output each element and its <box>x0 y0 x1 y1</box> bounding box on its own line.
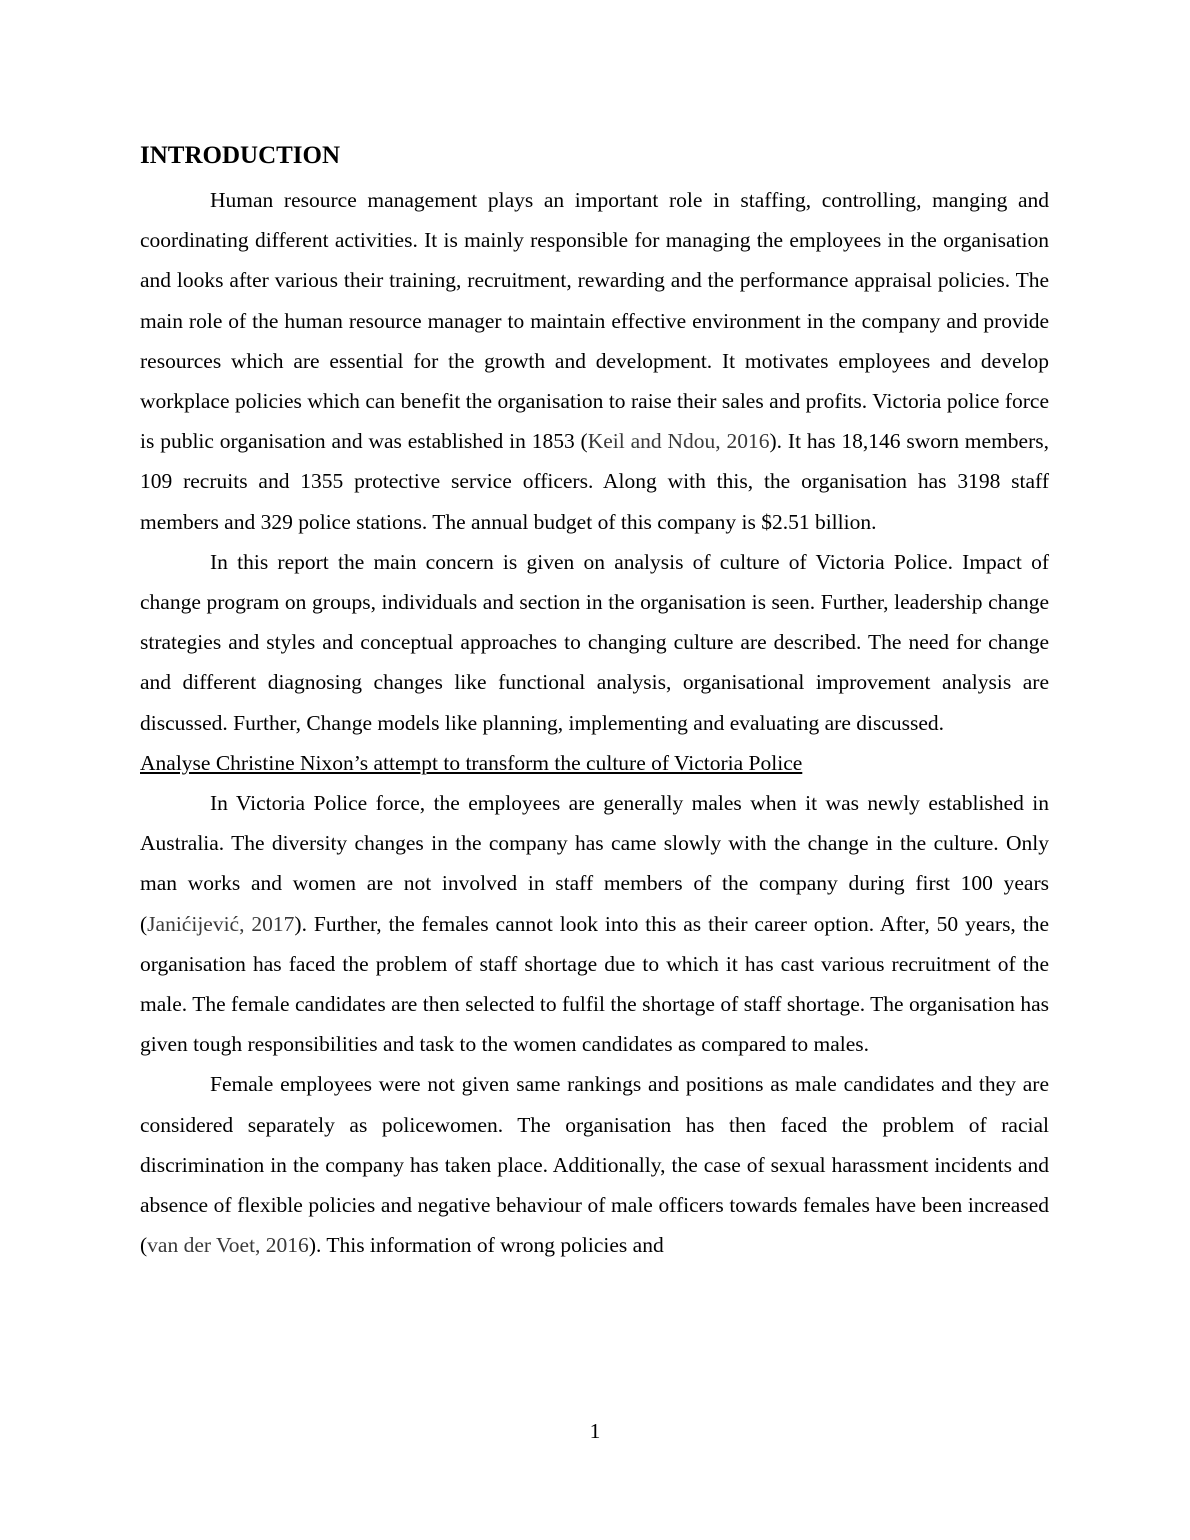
section-subheading: Analyse Christine Nixon’s attempt to transform the culture of Victoria Police <box>140 750 803 775</box>
paragraph-text: ). Further, the females cannot look into this as their career option. After, 50 years, the organisation has faced the problem of staff shortage due to which it has cast various recruitment of the male. The female candidates are then selected to fulfil the shortage of staff shortage. The organisation has given tough responsibilities and task to the women candidates as compared to males. <box>140 911 1049 1057</box>
paragraph-text: ). It has 18,146 sworn members, 109 recruits and 1355 protective service officers. Along with this, the organisation has 3198 staff members and 329 police stations. The annual budget of this company is $2.51 billion. <box>140 429 1049 534</box>
intro-paragraph-2: In this report the main concern is given on analysis of culture of Victoria Police. Impact of change program on groups, individuals and section in the organisation is seen. Further, leadership change strategies and styles and conceptual approaches to changing culture are described. The need for change and different diagnosing changes like functional analysis, organisational improvement analysis are discussed. Further, Change models like planning, implementing and evaluating are discussed. <box>140 549 1049 735</box>
paragraph-text: Female employees were not given same rankings and positions as male candidates and they are considered separately as policewomen. The organisation has then faced the problem of racial discrimination in the company has taken place. Additionally, the case of sexual harassment incidents and absence of flexible policies and negative behaviour of male officers towards females have been increased ( <box>140 1072 1049 1258</box>
citation: van der Voet, 2016 <box>147 1233 309 1258</box>
citation: Keil and Ndou, 2016 <box>587 429 770 454</box>
paragraph-text: ). This information of wrong policies and <box>308 1233 664 1258</box>
paragraph-text: In Victoria Police force, the employees are generally males when it was newly established in Australia. The diversity changes in the company has came slowly with the change in the culture. Only man works and women are not involved in staff members of the company during first 100 years ( <box>140 791 1049 936</box>
citation: Janićijević, 2017 <box>147 911 295 936</box>
page-number: 1 <box>589 1419 601 1443</box>
section-paragraph-2 <box>140 1064 1049 1265</box>
intro-paragraph-1 <box>140 180 1049 542</box>
section-paragraph-1 <box>140 783 1049 1064</box>
paragraph-text: Human resource management plays an important role in staffing, controlling, manging and coordinating different activities. It is mainly responsible for managing the employees in the organisation and looks after various their training, recruitment, rewarding and the performance appraisal policies. The main role of the human resource manager to maintain effective environment in the company and provide resources which are essential for the growth and development. It motivates employees and develop workplace policies which can benefit the organisation to raise their sales and profits. Victoria police force is public organisation and was established in 1853 ( <box>140 188 1049 454</box>
introduction-heading: INTRODUCTION <box>140 142 341 169</box>
page-content <box>140 138 1049 1265</box>
